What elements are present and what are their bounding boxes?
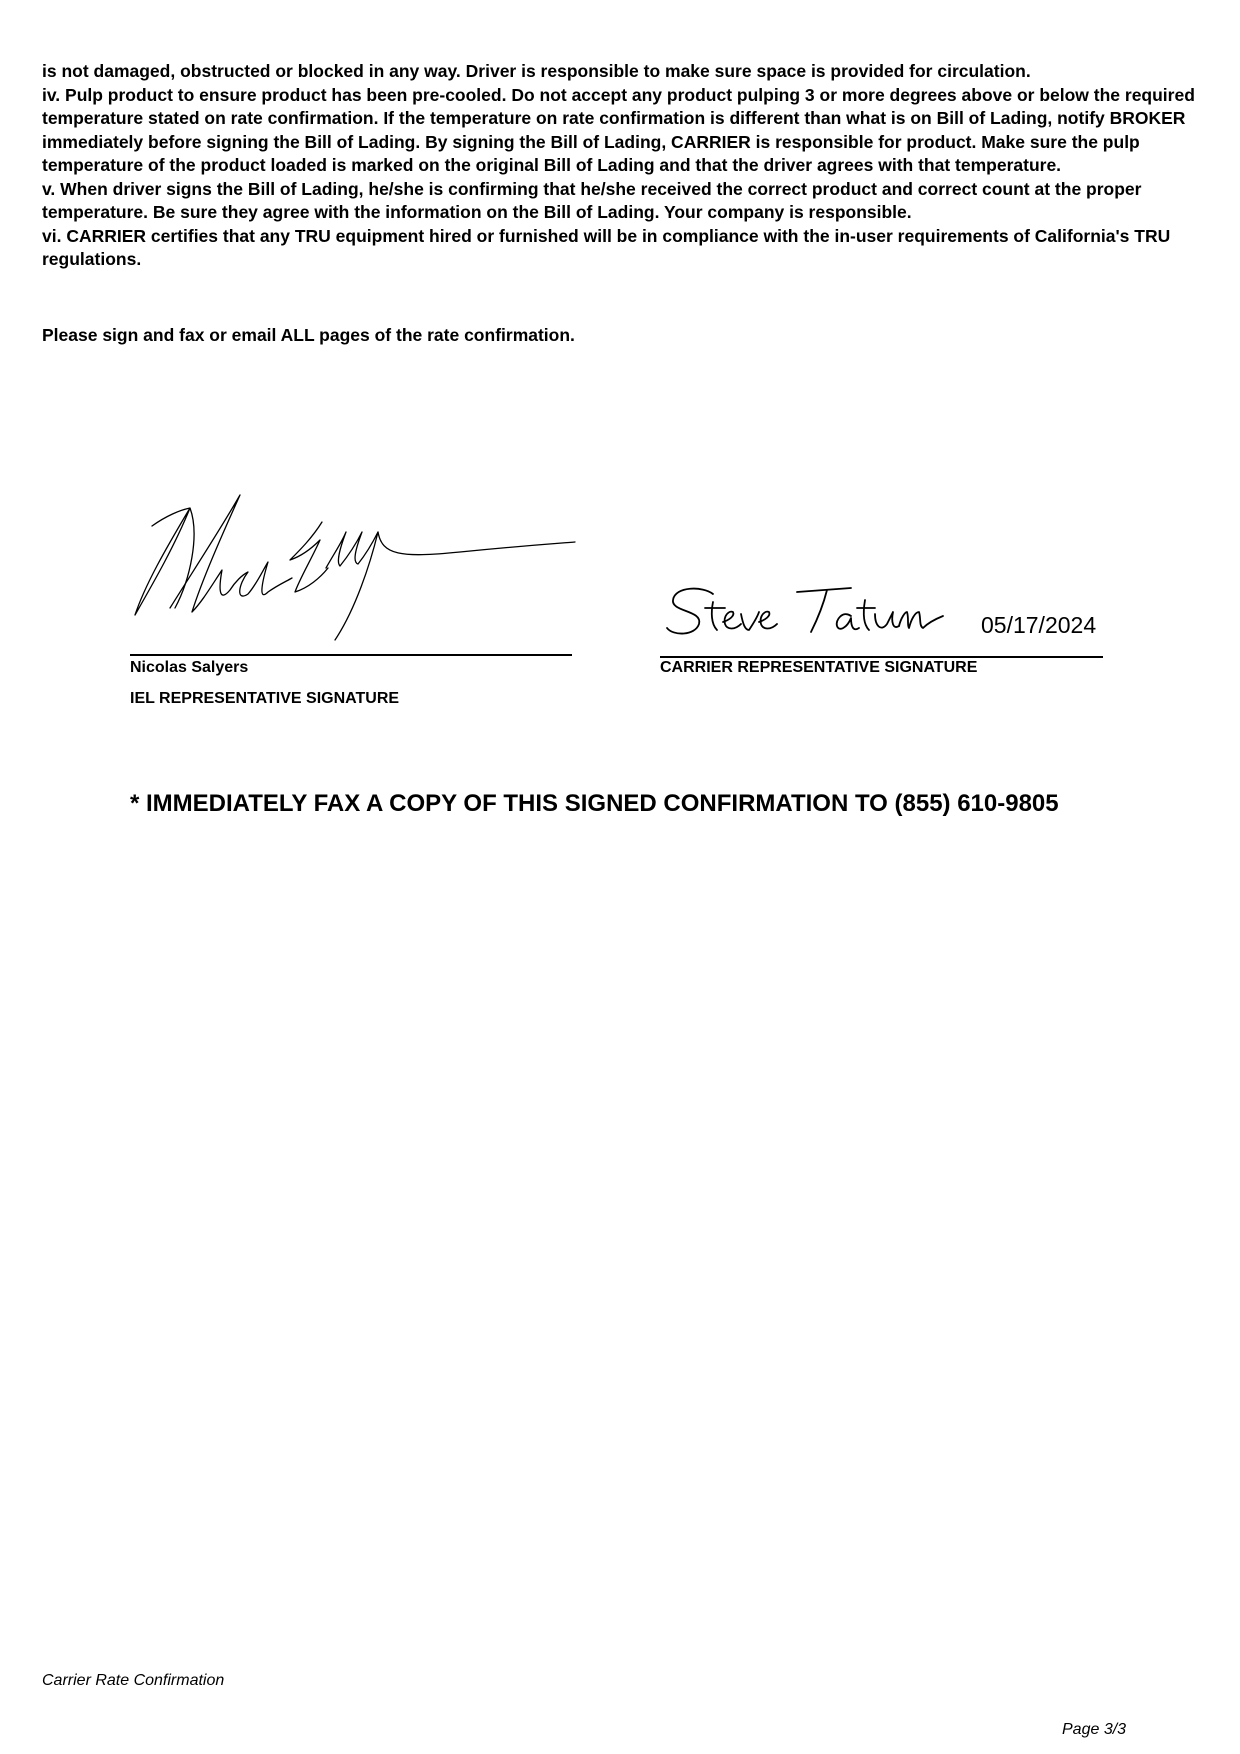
- footer-document-name: Carrier Rate Confirmation: [42, 1672, 225, 1689]
- carrier-signature-date: 05/17/2024: [981, 612, 1097, 638]
- carrier-signature-line: [660, 656, 1103, 658]
- iel-representative-name: Nicolas Salyers: [130, 659, 249, 676]
- terms-paragraph: is not damaged, obstructed or blocked in any way. Driver is responsible to make sure space is provided for circulation.: [42, 61, 1031, 81]
- terms-paragraph: vi. CARRIER certifies that any TRU equipment hired or furnished will be in compliance with the in-user requirements of California's TRU regulations.: [42, 225, 1171, 269]
- terms-text: [42, 60, 1212, 272]
- carrier-signature-image: [665, 580, 945, 650]
- iel-signature-label: IEL REPRESENTATIVE SIGNATURE: [130, 690, 400, 707]
- terms-paragraph: v. When driver signs the Bill of Lading, he/she is confirming that he/she received the correct product and correct count at the proper temperature. Be sure they agree with the information on the Bill of Lading. Your company is responsible.: [42, 178, 1142, 222]
- footer-page-number: Page 3/3: [1062, 1721, 1127, 1738]
- iel-signature-image: [130, 490, 580, 650]
- carrier-signature-label: CARRIER REPRESENTATIVE SIGNATURE: [660, 659, 978, 676]
- iel-signature-line: [130, 654, 572, 656]
- fax-notice: * IMMEDIATELY FAX A COPY OF THIS SIGNED CONFIRMATION TO (855) 610-9805: [130, 790, 1059, 817]
- signing-instruction: Please sign and fax or email ALL pages of the rate confirmation.: [42, 325, 575, 345]
- terms-paragraph: iv. Pulp product to ensure product has been pre-cooled. Do not accept any product pulping 3 or more degrees above or below the required temperature stated on rate confirmation. If the temperature on rate confirmation is different than what is on Bill of Lading, notify BROKER immediately before signing the Bill of Lading. By signing the Bill of Lading, CARRIER is responsible for product. Make sure the pulp temperature of the product loaded is marked on the original Bill of Lading and that the driver agrees with that temperature.: [42, 84, 1195, 175]
